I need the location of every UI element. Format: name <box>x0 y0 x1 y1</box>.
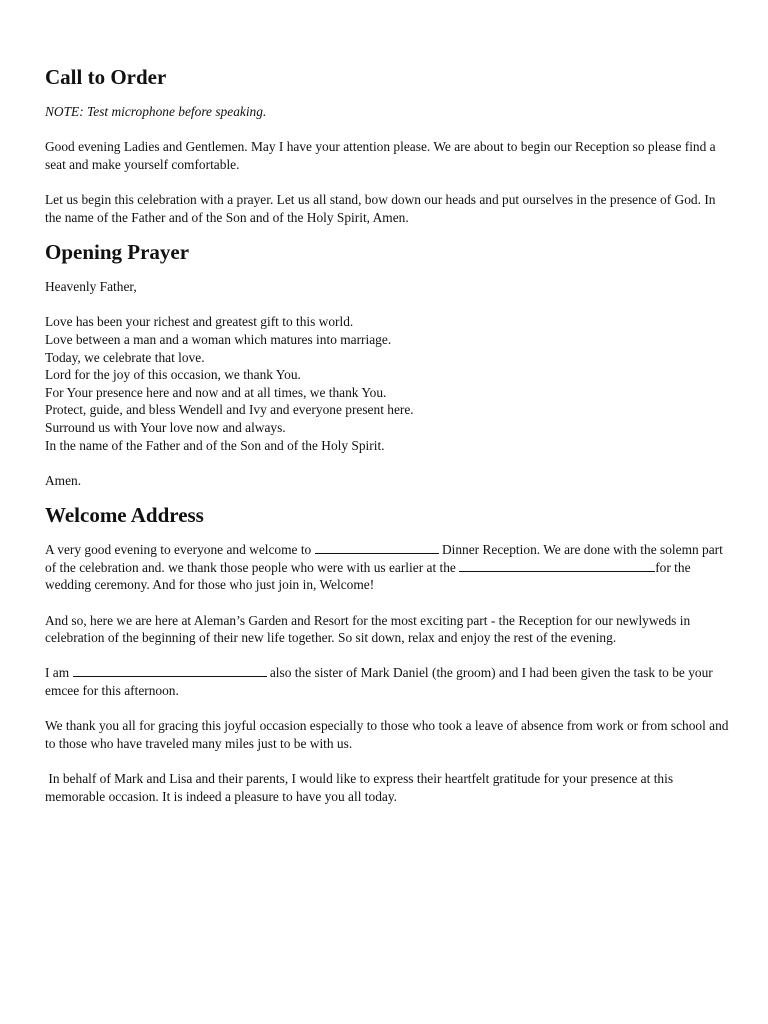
welcome-text: also the sister of Mark Daniel (the groom) and I had been given the task to be your emcee for this afternoon. <box>45 665 713 699</box>
document-page <box>45 62 735 805</box>
prayer-line: For Your presence here and now and at all times, we thank You. <box>45 384 387 400</box>
prayer-salutation: Heavenly Father, <box>45 279 137 295</box>
welcome-paragraph-2: And so, here we are here at Aleman’s Garden and Resort for the most exciting part - the Reception for our newlyweds in celebration of the beginning of their new life together. So sit down, relax and enjoy the rest of the evening. <box>45 612 691 646</box>
welcome-text: I am <box>45 665 73 681</box>
prayer-line: In the name of the Father and of the Son and of the Holy Spirit. <box>45 437 385 453</box>
emcee-name-blank <box>73 664 267 677</box>
prayer-amen: Amen. <box>45 472 82 488</box>
call-to-order-paragraph-2: Let us begin this celebration with a prayer. Let us all stand, bow down our heads and put ourselves in the presence of God. In the name of the Father and of the Son and of the Holy Spirit, Amen. <box>45 191 716 225</box>
welcome-text: for the wedding ceremony. And for those who just join in, Welcome! <box>45 559 691 593</box>
prayer-line: Lord for the joy of this occasion, we thank You. <box>45 367 301 383</box>
prayer-body <box>45 313 735 454</box>
prayer-line: Today, we celebrate that love. <box>45 349 205 365</box>
microphone-note: NOTE: Test microphone before speaking. <box>45 104 267 119</box>
welcome-paragraph-4: We thank you all for gracing this joyful occasion especially to those who took a leave of absence from work or from school and to those who have traveled many miles just to be with us. <box>45 718 729 751</box>
heading-call-to-order: Call to Order <box>45 65 167 89</box>
heading-welcome-address: Welcome Address <box>45 503 204 528</box>
prayer-line: Surround us with Your love now and always. <box>45 419 286 435</box>
welcome-text: A very good evening to everyone and welcome to <box>45 542 315 558</box>
heading-opening-prayer: Opening Prayer <box>45 240 190 265</box>
welcome-text: Dinner Reception. We are done with the solemn part of the celebration and. we thank those people who were with us earlier at the <box>45 542 723 575</box>
welcome-paragraph-3 <box>45 664 735 699</box>
prayer-line: Love between a man and a woman which matures into marriage. <box>45 331 392 347</box>
welcome-paragraph-5: In behalf of Mark and Lisa and their parents, I would like to express their heartfelt gratitude for your presence at this memorable occasion. It is indeed a pleasure to have you all today. <box>45 771 677 804</box>
venue-blank <box>459 559 655 572</box>
prayer-line: Love has been your richest and greatest gift to this world. <box>45 314 354 330</box>
call-to-order-paragraph-1: Good evening Ladies and Gentlemen. May I have your attention please. We are about to begin our Reception so please find a seat and make yourself comfortable. <box>45 139 716 172</box>
prayer-line: Protect, guide, and bless Wendell and Ivy and everyone present here. <box>45 402 414 418</box>
welcome-paragraph-1 <box>45 541 735 594</box>
reception-name-blank <box>315 541 439 554</box>
